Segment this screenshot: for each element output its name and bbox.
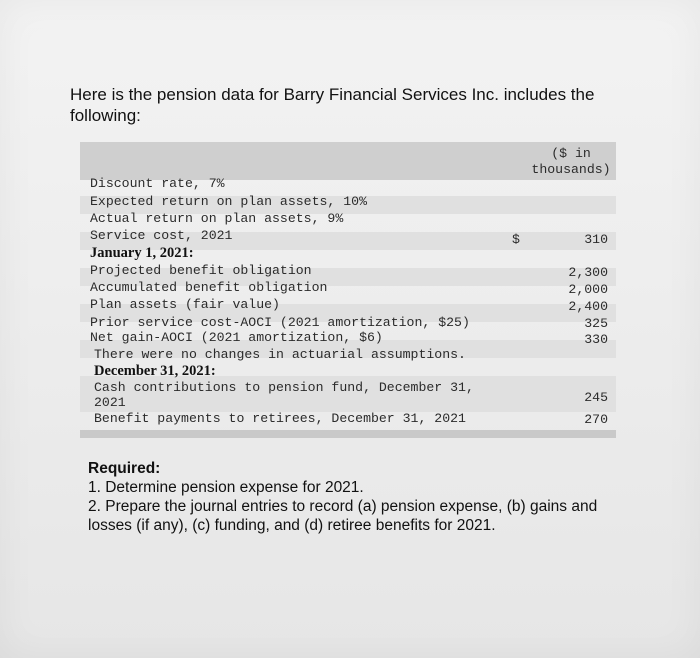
pension-data-table <box>80 140 616 442</box>
required-section <box>88 459 608 535</box>
row-plan-assets: Plan assets (fair value) <box>90 297 280 312</box>
row-note-assumptions: There were no changes in actuarial assumptions. <box>94 347 466 362</box>
row-benefit-payments: Benefit payments to retirees, December 31, 2021 <box>94 411 466 426</box>
unit-header <box>526 146 616 178</box>
value-plan-assets: 2,400 <box>568 299 608 314</box>
required-item-1: 1. Determine pension expense for 2021. <box>88 479 364 496</box>
required-item-2: 2. Prepare the journal entries to record (a) pension expense, (b) gains and losses (if any), (c) funding, and (d) retiree benefits for 2021. <box>88 498 598 534</box>
row-net-gain: Net gain-AOCI (2021 amortization, $6) <box>90 330 383 345</box>
intro-paragraph: Here is the pension data for Barry Financial Services Inc. includes the following: <box>70 85 595 125</box>
section-heading-dec: December 31, 2021: <box>94 363 216 379</box>
value-benefit-payments: 270 <box>584 412 608 427</box>
row-expected-return: Expected return on plan assets, 10% <box>90 194 367 209</box>
value-pbo: 2,300 <box>568 265 608 280</box>
row-discount-rate: Discount rate, 7% <box>90 176 225 191</box>
currency-symbol: $ <box>512 232 520 247</box>
value-prior-service-cost: 325 <box>584 316 608 331</box>
row-cash-contributions-line1: Cash contributions to pension fund, December 31, <box>94 380 474 395</box>
unit-header-line1: ($ in <box>551 146 591 161</box>
unit-header-line2: thousands) <box>531 162 611 177</box>
row-actual-return: Actual return on plan assets, 9% <box>90 211 344 226</box>
section-heading-jan: January 1, 2021: <box>90 245 194 261</box>
value-net-gain: 330 <box>584 332 608 347</box>
row-service-cost: Service cost, 2021 <box>90 228 233 243</box>
table-footer-band <box>80 430 616 438</box>
row-prior-service-cost: Prior service cost-AOCI (2021 amortization, $25) <box>90 315 470 330</box>
row-cash-contributions-line2: 2021 <box>94 395 126 410</box>
row-abo: Accumulated benefit obligation <box>90 280 328 295</box>
required-title: Required: <box>88 460 161 477</box>
value-cash-contributions: 245 <box>584 390 608 405</box>
value-service-cost: 310 <box>584 232 608 247</box>
row-cash-contributions <box>94 380 474 410</box>
value-abo: 2,000 <box>568 282 608 297</box>
row-pbo: Projected benefit obligation <box>90 263 312 278</box>
